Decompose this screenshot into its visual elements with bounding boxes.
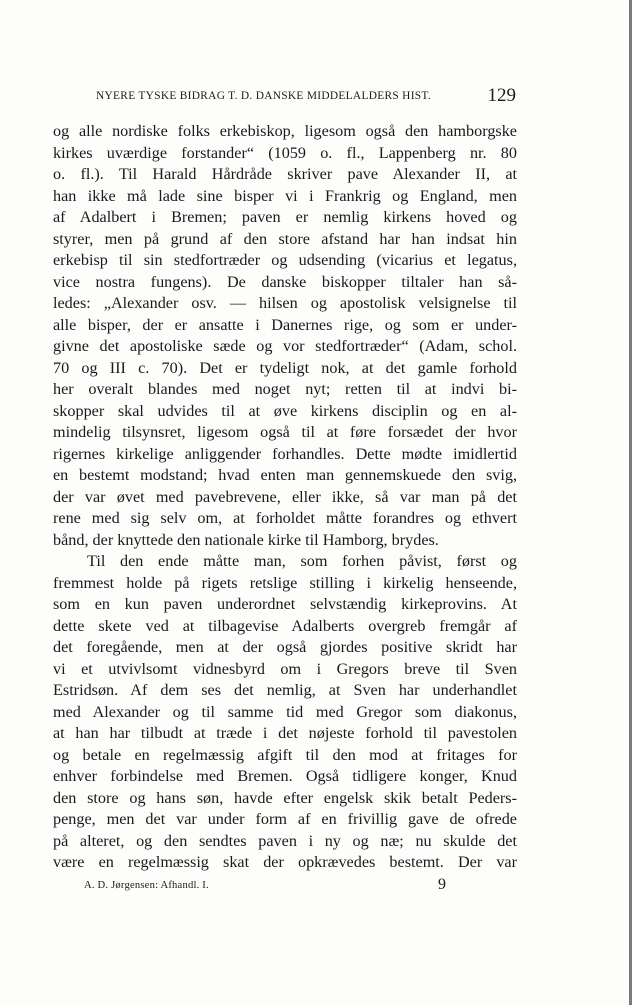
signature-mark: A. D. Jørgensen: Afhandl. I. <box>84 880 209 891</box>
text-line: og alle nordiske folks erkebiskop, ligesom også den hamborgske <box>53 122 517 140</box>
text-line: styrer, men på grund af den store afstand har han indsat hin <box>53 229 517 248</box>
text-line: rene med sig selv om, at forholdet måtte forandres og ethvert <box>53 509 517 527</box>
text-line: med Alexander og til samme tid med Gregor som diakonus, <box>53 702 517 721</box>
text-line: alle bisper, der er ansatte i Danernes rige, og som er under- <box>53 315 517 334</box>
text-line: og betale en regelmæssig afgift til den mod at fritages for <box>53 745 517 764</box>
text-line: at han har tilbudt at træde i det nøjeste forhold til pavestolen <box>53 724 517 742</box>
text-line: han ikke må lade sine bisper vi i Frankrig og England, men <box>53 186 517 205</box>
text-line: fremmest holde på rigets retslige stilling i kirkelig henseende, <box>53 573 517 592</box>
text-line: rigernes kirkelige anliggender forhandles. Dette mødte imidlertid <box>53 444 517 463</box>
page-number: 129 <box>487 85 516 106</box>
signature-footer <box>84 876 464 896</box>
text-line: penge, men det var under form af en frivillig gave de ofrede <box>53 810 517 828</box>
text-line: ledes: „Alexander osv. — hilsen og apostolisk velsignelse til <box>53 294 517 312</box>
running-head <box>66 86 516 112</box>
text-line: dette skete ved at tilbagevise Adalberts overgreb fremgår af <box>53 616 517 635</box>
text-line: kirkes uværdige forstander“ (1059 o. fl., Lappenberg nr. 80 <box>53 143 517 162</box>
text-line: enhver forbindelse med Bremen. Også tidligere konger, Knud <box>53 767 517 785</box>
signature-number: 9 <box>438 876 446 893</box>
text-line: være en regelmæssig skat der opkrævedes bestemt. Der var <box>53 853 517 871</box>
text-line: vi et utvivlsomt vidnesbyrd om i Gregors breve til Sven <box>53 659 517 678</box>
text-line: på alteret, og den sendtes paven i ny og næ; nu skulde det <box>53 831 517 850</box>
text-line: Estridsøn. Af dem ses det nemlig, at Sven har underhandlet <box>53 681 517 699</box>
text-line: mindelig tilsynsret, ligesom også til at føre forsædet der hvor <box>53 423 517 441</box>
text-line: der var øvet med pavebrevene, eller ikke, så var man på det <box>53 487 517 506</box>
text-line: skopper skal udvides til at øve kirkens disciplin og en al- <box>53 401 517 420</box>
text-line: af Adalbert i Bremen; paven er nemlig kirkens hoved og <box>53 208 517 226</box>
running-title: NYERE TYSKE BIDRAG T. D. DANSKE MIDDELALDERS HIST. <box>96 90 431 102</box>
text-line: her overalt blandes med noget nyt; retten til at indvi bi- <box>53 380 517 398</box>
body-text <box>53 121 517 874</box>
text-line: som en kun paven underordnet selvstændig kirkeprovins. At <box>53 595 517 613</box>
text-line-paragraph-end: bånd, der knyttede den nationale kirke til Hamborg, brydes. <box>53 530 439 549</box>
text-line: den store og hans søn, havde efter engelsk skik betalt Peders- <box>53 788 517 807</box>
text-line: vice nostra fungens). De danske biskopper tiltaler han så- <box>53 272 517 291</box>
text-line: det foregående, men at der også gjordes positive skridt har <box>53 638 517 656</box>
text-line: o. fl.). Til Harald Hårdråde skriver pave Alexander II, at <box>53 165 517 183</box>
text-line: givne det apostoliske sæde og vor stedfortræder“ (Adam, schol. <box>53 337 517 355</box>
text-line: erkebisp til sin stedfortræder og udsending (vicarius et legatus, <box>53 251 517 269</box>
text-line: en bestemt modstand; hvad enten man gennemskuede den svig, <box>53 466 517 484</box>
text-line: 70 og III c. 70). Det er tydeligt nok, at det gamle forhold <box>53 358 517 377</box>
text-line-paragraph-start: Til den ende måtte man, som forhen påvist, først og <box>87 552 517 570</box>
